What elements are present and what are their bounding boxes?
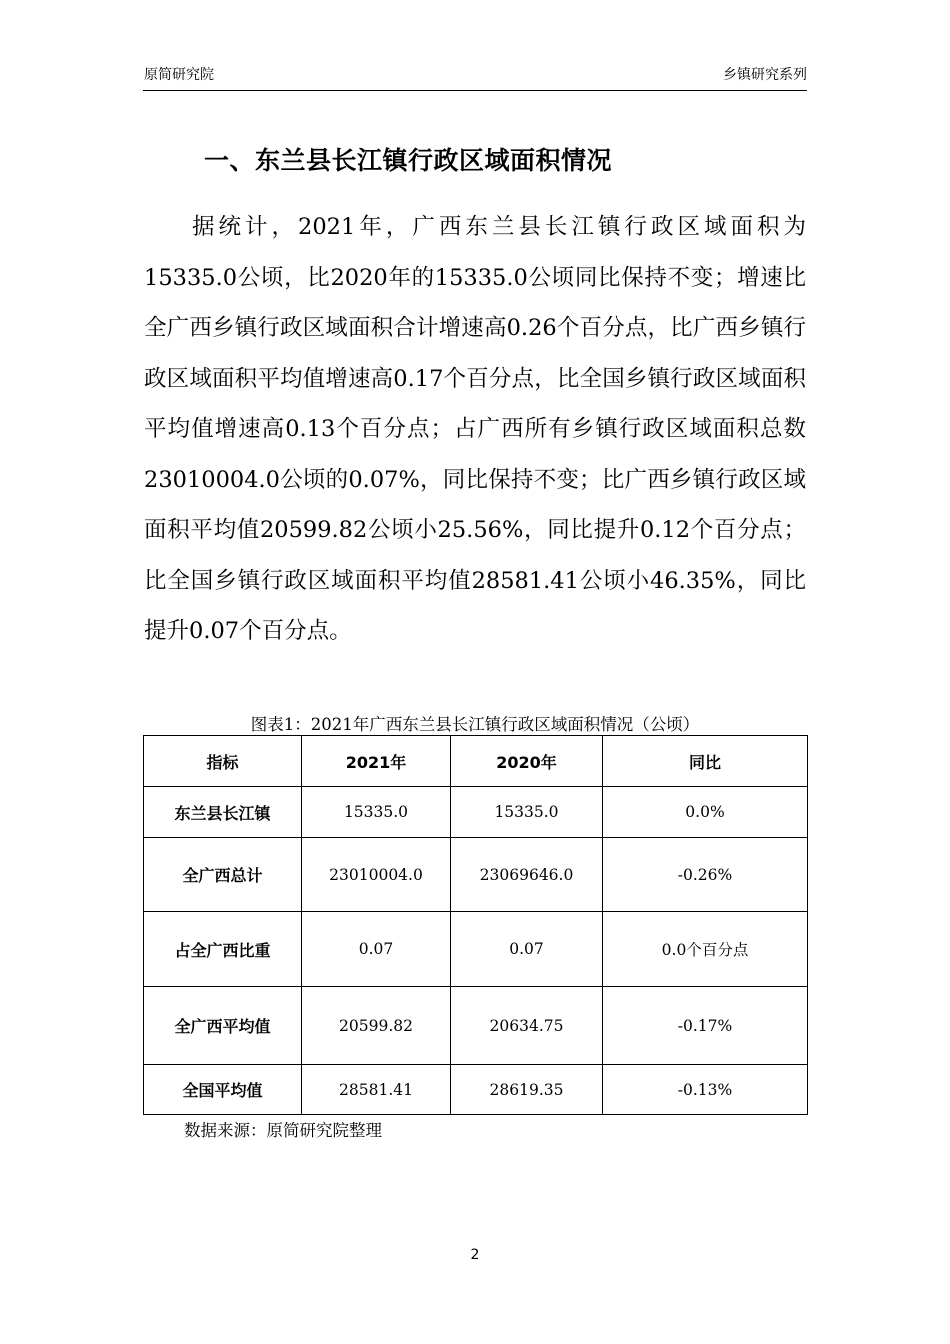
table-row xyxy=(144,787,808,838)
header-series-name: 乡镇研究系列 xyxy=(723,67,807,83)
cell-yoy: 0.0个百分点 xyxy=(603,912,808,987)
cell-yoy: -0.17% xyxy=(603,987,808,1065)
cell-2021: 20599.82 xyxy=(302,987,451,1065)
data-source-note: 数据来源：原简研究院整理 xyxy=(184,1121,382,1140)
cell-2020: 0.07 xyxy=(451,912,603,987)
column-header-2021: 2021年 xyxy=(302,736,451,787)
table-caption: 图表1：2021年广西东兰县长江镇行政区域面积情况（公顷） xyxy=(250,715,700,734)
area-table xyxy=(143,735,808,1115)
table-row xyxy=(144,987,808,1065)
section-title: 一、东兰县长江镇行政区域面积情况 xyxy=(204,146,613,175)
column-header-2020: 2020年 xyxy=(451,736,603,787)
table-header-row xyxy=(144,736,808,787)
row-label: 全广西平均值 xyxy=(144,987,302,1065)
cell-2020: 15335.0 xyxy=(451,787,603,838)
row-label: 全广西总计 xyxy=(144,838,302,912)
table-row xyxy=(144,1065,808,1115)
cell-2021: 0.07 xyxy=(302,912,451,987)
body-paragraph: 据统计，2021年，广西东兰县长江镇行政区域面积为15335.0公顷，比2020年的15335.0公顷同比保持不变；增速比全广西乡镇行政区域面积合计增速高0.26个百分点，比广西乡镇行政区域面积平均值增速高0.17个百分点，比全国乡镇行政区域面积平均值增速高0.13个百分点；占广西所有乡镇行政区域面积总数23010004.0公顷的0.07%，同比保持不变；比广西乡镇行政区域面积平均值20599.82公顷小25.56%，同比提升0.12个百分点；比全国乡镇行政区域面积平均值28581.41公顷小46.35%，同比提升0.07个百分点。 xyxy=(144,214,806,644)
column-header-indicator: 指标 xyxy=(144,736,302,787)
table-row xyxy=(144,912,808,987)
row-label: 东兰县长江镇 xyxy=(144,787,302,838)
cell-yoy: -0.13% xyxy=(603,1065,808,1115)
row-label: 占全广西比重 xyxy=(144,912,302,987)
table-row xyxy=(144,838,808,912)
header-divider xyxy=(143,90,807,91)
cell-2021: 15335.0 xyxy=(302,787,451,838)
cell-2020: 20634.75 xyxy=(451,987,603,1065)
cell-yoy: -0.26% xyxy=(603,838,808,912)
cell-yoy: 0.0% xyxy=(603,787,808,838)
row-label: 全国平均值 xyxy=(144,1065,302,1115)
cell-2020: 23069646.0 xyxy=(451,838,603,912)
header-org-name: 原简研究院 xyxy=(144,67,214,83)
column-header-yoy: 同比 xyxy=(603,736,808,787)
cell-2021: 23010004.0 xyxy=(302,838,451,912)
cell-2020: 28619.35 xyxy=(451,1065,603,1115)
page-number: 2 xyxy=(470,1247,480,1263)
cell-2021: 28581.41 xyxy=(302,1065,451,1115)
